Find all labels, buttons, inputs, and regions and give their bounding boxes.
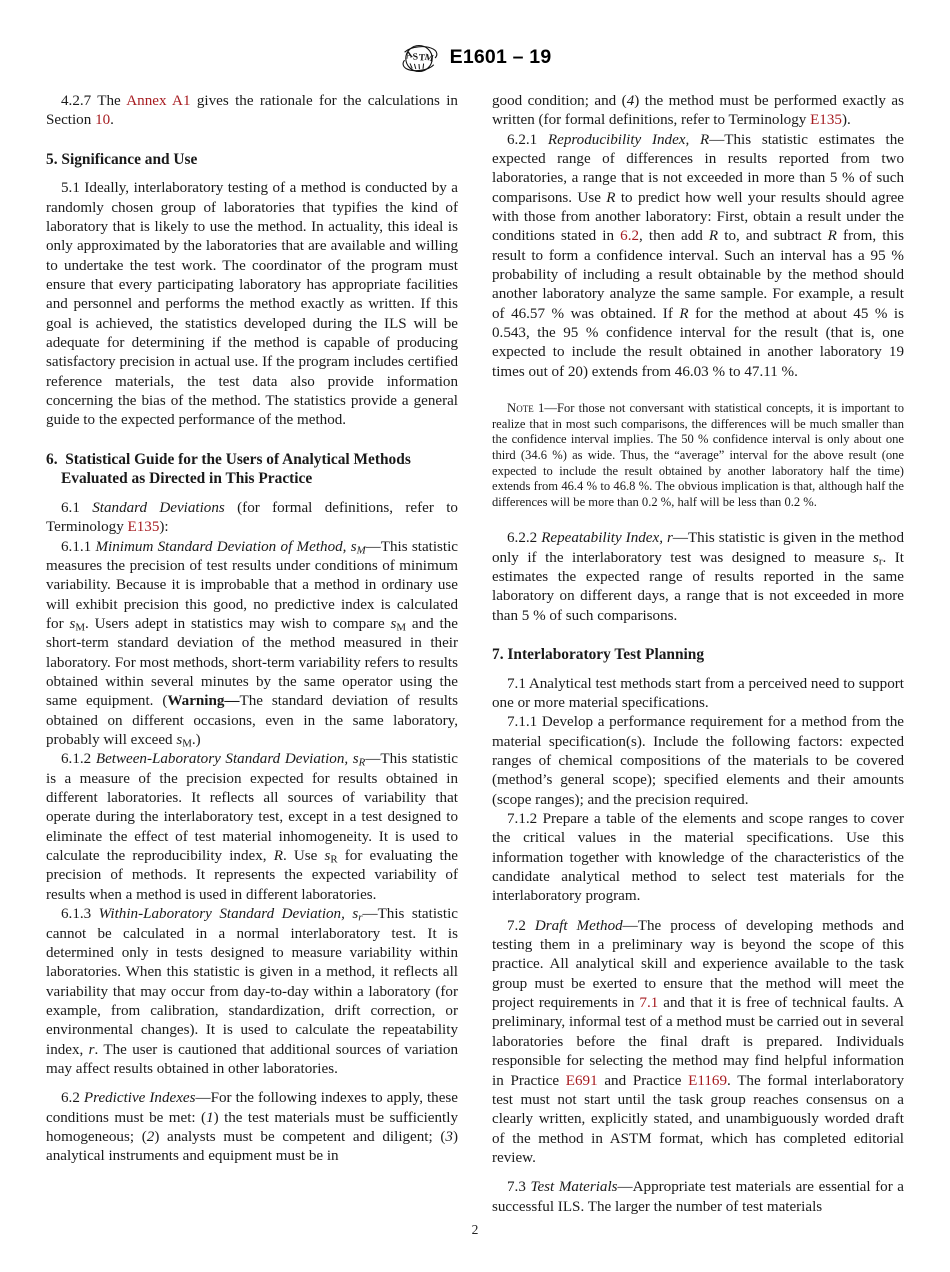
link-annex-a1[interactable]: Annex A1 <box>126 93 191 109</box>
paragraph-6-1-1: 6.1.1 Minimum Standard Deviation of Method, $s_M—This$ statistic measures the precision of test results under conditions of minimum variability. Because it is improbable that a method in ordinary use will exhibit precision this good, no predictive index is calculated for $s_M$. Users adept in statistics may wish to compare $s_M$ and the short-term standard deviation of the method measured in their laboratory. For most methods, short-term variability refers to results obtained within several minutes by the same operator using the same equipment. (Warning—The standard deviation of results obtained on different occasions, even in the same laboratory, probably will exceed $s_M$.) <box>46 538 459 750</box>
left-column <box>46 92 458 1212</box>
clause-number: 4.2.7 <box>61 93 92 109</box>
heading-section-7: 7. Interlaboratory Test Planning <box>492 646 705 664</box>
heading-section-6: 6. Statistical Guide for the Users of Analytical Methods Evaluated as Directed in This Practice <box>46 450 411 488</box>
clause-number: 6.1.3 <box>61 906 92 923</box>
paragraph-7-3: 7.3 Test Materials—Appropriate test materials are essential for a successful ILS. The larger the number of test materials <box>492 1179 905 1215</box>
heading-section-5: 5. Significance and Use <box>46 150 198 168</box>
page-header <box>0 42 950 78</box>
clause-number: 5.1 <box>61 180 80 197</box>
clause-number: 6.2.1 <box>507 131 538 148</box>
note-1: Note 1—For those not conversant with statistical concepts, it is important to realize that in most such comparisons, the differences will be much smaller than the confidence interval implies. The 50 % confidence interval is only about one third (34.6 %) as wide. Thus, the “average” interval for the above result (one expected to include the result obtained by another laboratory half the time) extends from 46.4 % to 46.8 %. The obvious implication is that, although half the differences will be more than 0.2 %, half will be less than 0.2 %. <box>492 401 904 509</box>
link-e691[interactable]: E691 <box>565 1072 598 1089</box>
document-designation: E1601 – 19 <box>449 46 552 68</box>
link-section-6-2[interactable]: 6.2 <box>620 228 640 245</box>
link-e135[interactable]: E135 <box>127 519 160 536</box>
paragraph-4-2-7: 4.2.7 The Annex A1 gives the rationale for the calculations in Section 10. <box>46 93 458 129</box>
link-e1169[interactable]: E1169 <box>688 1072 727 1089</box>
paragraph-5-1: 5.1 Ideally, interlaboratory testing of a method is conducted by a randomly chosen group of laboratories that typifies the kind of laboratory that is likely to use the method. In actuality, this ideal is only approximated by the laboratories that are available and willing to undertake the test work. The coordinator of the program must ensure that every participating laboratory has appropriate facilities and personnel and performs the method exactly as written. If this goal is achieved, the statistics developed during the ILS will be adequate for determining if the method is capable of producing satisfactory precision in actual use. If the program includes certified reference materials, the test data also provide information concerning the bias of the method. The statistics provide a general guide to the expected performance of the method. <box>46 180 458 429</box>
clause-number: 7.2 <box>507 917 526 934</box>
paragraph-7-1-1: 7.1.1 Develop a performance requirement for a method from the material specification(s). Include the following factors: expected ranges of chemical compositions of the materials to be covered (method’s general scope); specified elements and their amounts (scope ranges); and the precision required. <box>492 714 904 808</box>
clause-number: 7.1.1 <box>507 714 538 731</box>
paragraph-7-1: 7.1 Analytical test methods start from a perceived need to support one or more material specifications. <box>492 675 904 711</box>
svg-text:A: A <box>404 50 414 62</box>
link-section-10[interactable]: 10 <box>95 112 111 129</box>
clause-number: 7.3 <box>507 1179 526 1196</box>
page-number: 2 <box>471 1222 479 1237</box>
clause-number: 6.2.2 <box>507 530 538 547</box>
clause-number: 6.1.1 <box>61 538 92 555</box>
paragraph-6-2: 6.2 Predictive Indexes—For the following indexes to apply, these conditions must be met: (1) the test materials must be sufficiently homogeneous; (2) analysts must be competent and diligent; (3) analytical instruments and equipment must be in <box>46 1090 458 1165</box>
paragraph-7-1-2: 7.1.2 Prepare a table of the elements and scope ranges to cover the critical values in the material specifications. Use this information together with knowledge of the characteristics of the candidate analytical method to select test materials for the interlaboratory program. <box>492 811 904 905</box>
clause-number: 7.1 <box>507 675 526 692</box>
link-e135-b[interactable]: E135 <box>810 112 842 129</box>
paragraph-6-2-2: 6.2.2 Repeatability Index, r—This statistic is given in the method only if the interlaboratory test was designed to measure $s_r$. It estimates the expected range of results reported in the same laboratory on different days, a range that is not exceeded in more than 5 % of such comparisons. <box>492 530 904 624</box>
paragraph-7-2: 7.2 Draft Method—The process of developing methods and testing them in a preliminary way is beyond the scope of this practice. All analytical skill and experience available to the task group must be exerted to ensure that the method will meet the project requirements in 7.1 and that it is free of technical faults. A preliminary, informal test of a method must be carried out in several laboratories before the final draft is prepared. Individuals responsible for selecting the method may find helpful information in Practice E691 and Practice E1169. The formal interlaboratory test must not start until the task group reaches consensus on a clearly written, explicitly stated, and unambiguously worded draft of the method in ASTM format, which has completed editorial review. <box>492 917 904 1166</box>
svg-text:M: M <box>423 52 435 65</box>
clause-number: 6.1 <box>61 499 80 516</box>
paragraph-6-2-continued: good condition; and (4) the method must be performed exactly as written (for formal definitions, refer to Terminology E135). <box>492 93 904 129</box>
paragraph-6-1-2: 6.1.2 Between-Laboratory Standard Deviation, $s_R—This$ statistic is a measure of the precision expected for results obtained in different laboratories. It reflects all sources of variability that operate during the interlaboratory test, except in a test designed to eliminate the effect of test material inhomogeneity. It is used to calculate the reproducibility index, R. Use $s_R$ for evaluating the precision of methods. It represents the expected variability of results when a method is used in different laboratories. <box>46 751 458 903</box>
warning-label: Warning— <box>167 693 240 710</box>
right-column <box>492 92 905 1215</box>
link-section-7-1[interactable]: 7.1 <box>639 995 659 1012</box>
clause-number: 6.1.2 <box>61 751 92 768</box>
svg-text:T: T <box>418 53 425 64</box>
astm-logo-icon <box>399 43 441 74</box>
paragraph-6-2-1: 6.2.1 Reproducibility Index, R—This statistic estimates the expected range of differences in results reported from two laboratories, a range that is not exceeded in more than 5 % of such comparisons. Use R to predict how well your results should agree with those from another laboratory: First, obtain a result under the conditions stated in 6.2, then add R to, and subtract R from, this result to form a confidence interval. Such an interval has a 95 % probability of including a result obtainable by the method should another laboratory analyze the same sample. For example, a result of 46.57 % was obtained. If R for the method at about 45 % is 0.543, the 95 % confidence interval for the result (that is, one expected to include the result obtained in another laboratory 19 times out of 20) extends from 46.03 % to 47.11 %. <box>492 131 905 380</box>
note-label: Note 1 <box>507 401 545 416</box>
paragraph-6-1-3: 6.1.3 Within-Laboratory Standard Deviation, $s_r—This$ statistic cannot be calculated in a normal interlaboratory test. It is determined only in tests designed to measure variability within laboratories. When this statistic is given in a method, it reflects all variability that may occur from day-to-day within a laboratory (for example, from calibration, standardization, drift correction, or environmental changes). It is used to calculate the repeatability index, r. The user is cautioned that additional sources of variation may affect results obtained in other laboratories. <box>46 906 458 1077</box>
two-column-body <box>46 92 905 1215</box>
clause-number: 7.1.2 <box>507 811 538 828</box>
paragraph-6-1: 6.1 Standard Deviations (for formal definitions, refer to Terminology E135): <box>46 499 458 536</box>
svg-text:S: S <box>411 52 419 63</box>
clause-number: 6.2 <box>61 1090 80 1107</box>
